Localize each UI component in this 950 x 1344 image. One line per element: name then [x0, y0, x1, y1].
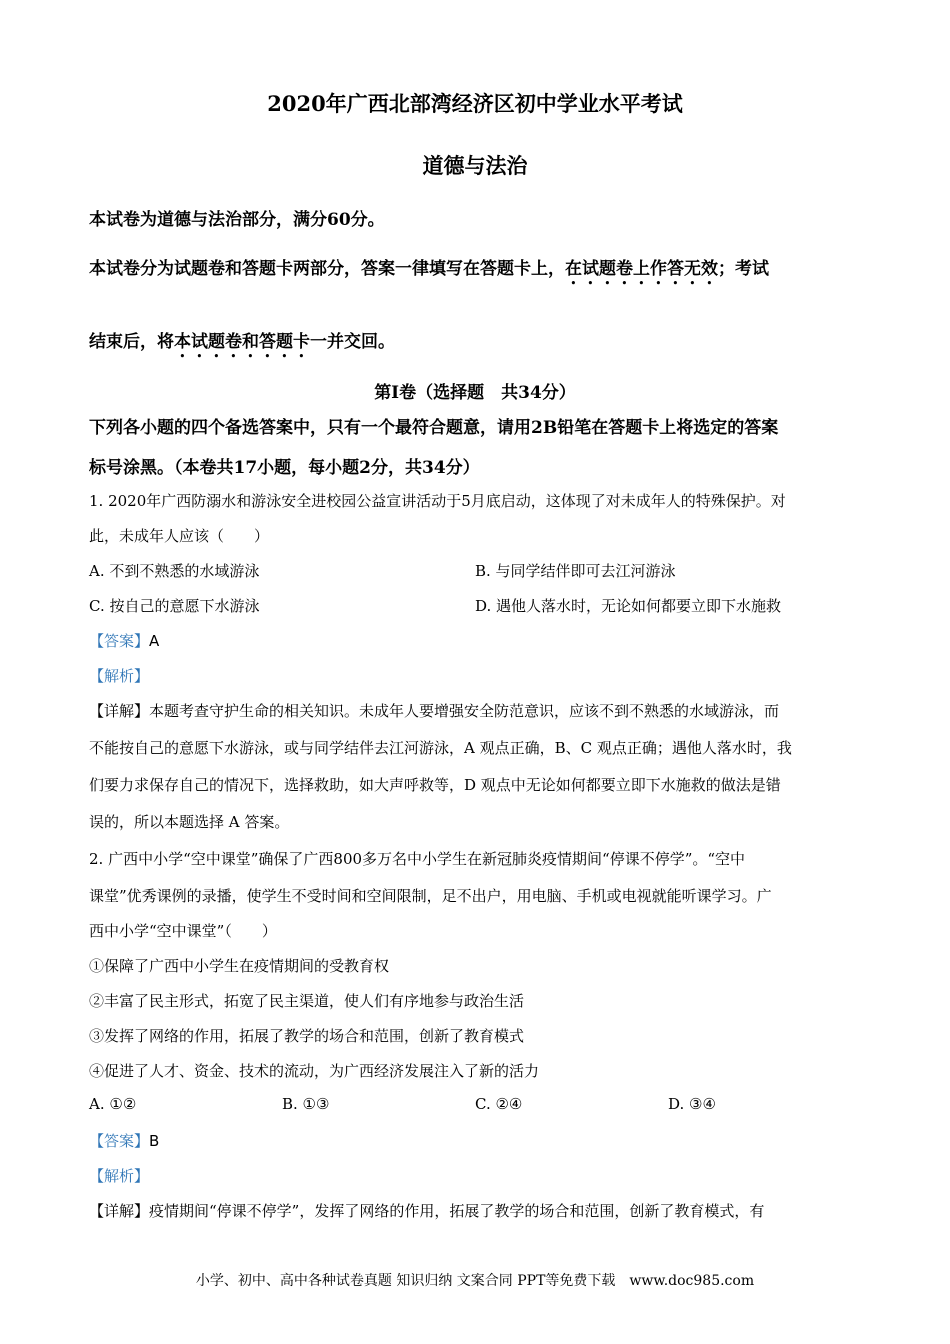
q1-option-b: B. 与同学结伴即可去江河游泳: [475, 562, 676, 580]
q1-analysis-label: 【解析】: [89, 667, 150, 685]
section-desc-2: 标号涂黑。（本卷共17小题，每小题2分，共34分）: [89, 458, 480, 478]
q2-answer-value: B: [149, 1132, 160, 1150]
q2-statement-2: ②丰富了民主形式，拓宽了民主渠道，使人们有序地参与政治生活: [89, 992, 525, 1010]
q2-detail-label: 【详解】: [89, 1202, 150, 1220]
q2-statement-1: ①保障了广西中小学生在疫情期间的受教育权: [89, 957, 390, 975]
instruction-line-1: 本试卷为道德与法治部分，满分60分。: [89, 210, 385, 230]
q1-detail-1: [89, 700, 779, 721]
instruction-line-2-post: ；考试: [718, 259, 769, 279]
q1-answer: [89, 630, 159, 651]
q1-stem-2: 此，未成年人应该（ ）: [89, 527, 270, 545]
q2-answer: [89, 1130, 159, 1151]
instruction-line-3-dotted: 本试题卷和答题卡: [174, 332, 310, 352]
q1-answer-label: 【答案】: [89, 632, 150, 650]
instruction-line-3-pre: 结束后，将: [89, 332, 174, 352]
page-footer: 小学、初中、高中各种试卷真题 知识归纳 文案合同 PPT等免费下载 www.doc985.com: [195, 1273, 755, 1289]
q2-detail-1: [89, 1200, 764, 1221]
q1-detail-4: 误的，所以本题选择 A 答案。: [89, 813, 290, 831]
instruction-line-3: [89, 327, 395, 362]
section-title: 第Ⅰ卷（选择题 共34分）: [374, 383, 576, 403]
q1-detail-text-1: 本题考查守护生命的相关知识。未成年人要增强安全防范意识，应该不到不熟悉的水域游泳，而: [149, 702, 780, 720]
q2-stem-1: 2. 广西中小学“空中课堂”确保了广西800多万名中小学生在新冠肺炎疫情期间“停课不停学”。“空中: [89, 850, 746, 868]
instruction-line-2: [89, 254, 769, 289]
q2-option-b: B. ①③: [282, 1095, 330, 1113]
q2-analysis-label: 【解析】: [89, 1167, 150, 1185]
q1-option-c: C. 按自己的意愿下水游泳: [89, 597, 260, 615]
q1-answer-value: A: [149, 632, 160, 650]
q2-statement-3: ③发挥了网络的作用，拓展了教学的场合和范围，创新了教育模式: [89, 1027, 525, 1045]
exam-title: 2020年广西北部湾经济区初中学业水平考试: [267, 91, 683, 116]
q2-detail-text-1: 疫情期间“停课不停学”，发挥了网络的作用，拓展了教学的场合和范围，创新了教育模式，有: [149, 1202, 765, 1220]
q2-option-a: A. ①②: [89, 1095, 137, 1113]
instruction-line-2-pre: 本试卷分为试题卷和答题卡两部分，答案一律填写在答题卡上，: [89, 259, 565, 279]
q1-detail-2: 不能按自己的意愿下水游泳，或与同学结伴去江河游泳，A 观点正确，B、C 观点正确；遇他人落水时，我: [89, 739, 792, 757]
q1-option-d: D. 遇他人落水时，无论如何都要立即下水施救: [475, 597, 782, 615]
q2-option-d: D. ③④: [668, 1095, 716, 1113]
q2-statement-4: ④促进了人才、资金、技术的流动，为广西经济发展注入了新的活力: [89, 1062, 540, 1080]
instruction-line-2-dotted: 在试题卷上作答无效: [565, 259, 718, 279]
q2-stem-2: 课堂”优秀课例的录播，使学生不受时间和空间限制，足不出户，用电脑、手机或电视就能听课学习。广: [89, 887, 772, 905]
q1-option-a: A. 不到不熟悉的水域游泳: [89, 562, 260, 580]
q1-detail-label: 【详解】: [89, 702, 150, 720]
instruction-line-3-post: 一并交回。: [310, 332, 395, 352]
subject-title: 道德与法治: [422, 153, 528, 178]
section-desc-1: 下列各小题的四个备选答案中，只有一个最符合题意，请用2B铅笔在答题卡上将选定的答案: [89, 418, 779, 438]
q2-answer-label: 【答案】: [89, 1132, 150, 1150]
q1-stem-1: 1. 2020年广西防溺水和游泳安全进校园公益宣讲活动于5月底启动，这体现了对未成年人的特殊保护。对: [89, 492, 786, 510]
q1-detail-3: 们要力求保存自己的情况下，选择救助，如大声呼救等，D 观点中无论如何都要立即下水施救的做法是错: [89, 776, 781, 794]
q2-option-c: C. ②④: [475, 1095, 523, 1113]
q2-stem-3: 西中小学“空中课堂”（ ）: [89, 922, 277, 940]
